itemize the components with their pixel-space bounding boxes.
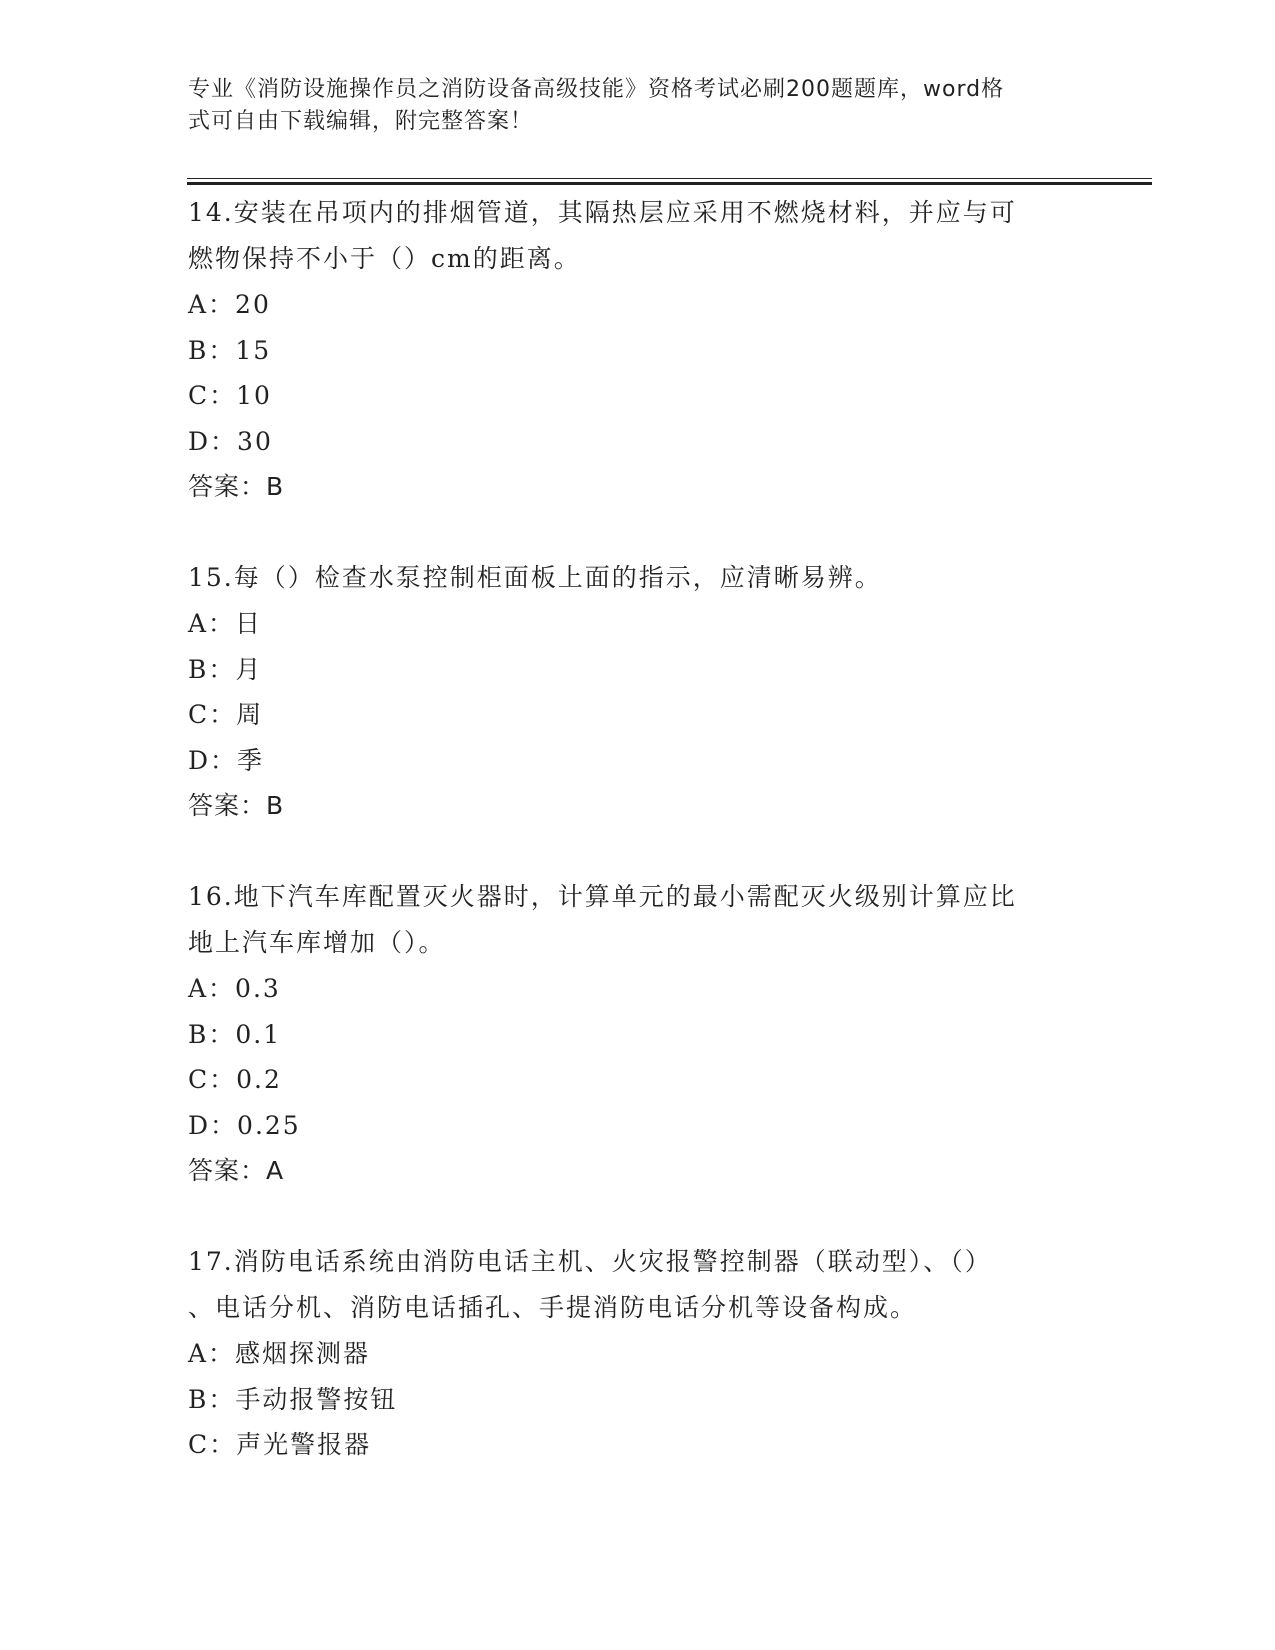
question-stem-line: 15.每（）检查水泵控制柜面板上面的指示，应清晰易辨。: [188, 563, 882, 592]
option-c: C：10: [188, 381, 272, 410]
option-b: B：15: [188, 335, 272, 365]
header-line-1: 专业《消防设施操作员之消防设备高级技能》资格考试必刷200题题库，word格: [188, 77, 1005, 102]
document-header: [188, 74, 1068, 138]
option-c: C：周: [188, 700, 264, 729]
header-divider-thin: [187, 178, 1152, 179]
question-stem-line: 、电话分机、消防电话插孔、手提消防电话分机等设备构成。: [188, 1293, 918, 1322]
option-b: B：手动报警按钮: [188, 1384, 398, 1414]
option-a: A：日: [188, 609, 263, 638]
answer-line: 答案：A: [188, 1156, 285, 1185]
question-spacer: [188, 829, 1088, 874]
question-16: [188, 874, 1088, 1194]
question-stem-line: 16.地下汽车库配置灭火器时，计算单元的最小需配灭火级别计算应比: [188, 882, 1017, 911]
question-15: [188, 555, 1088, 829]
option-c: C：声光警报器: [188, 1430, 372, 1459]
question-spacer: [188, 1194, 1088, 1239]
question-stem-line: 17.消防电话系统由消防电话主机、火灾报警控制器（联动型）、（）: [188, 1247, 992, 1276]
option-c: C：0.2: [188, 1065, 282, 1094]
header-divider-thick: [187, 182, 1152, 185]
header-line-2: 式可自由下载编辑，附完整答案！: [188, 109, 534, 134]
option-b: B：月: [188, 654, 263, 684]
question-list: [188, 190, 1088, 1468]
question-17: [188, 1239, 1088, 1468]
option-a: A：感烟探测器: [188, 1339, 371, 1368]
question-stem-line: 14.安装在吊项内的排烟管道，其隔热层应采用不燃烧材料，并应与可: [188, 198, 1017, 227]
question-14: [188, 190, 1088, 510]
option-d: D：30: [188, 426, 273, 456]
option-b: B：0.1: [188, 1019, 282, 1049]
option-d: D：0.25: [188, 1110, 301, 1140]
question-stem-line: 地上汽车库增加（）。: [188, 928, 446, 957]
option-a: A：20: [188, 290, 271, 319]
option-a: A：0.3: [188, 974, 281, 1003]
question-spacer: [188, 510, 1088, 555]
answer-line: 答案：B: [188, 791, 285, 820]
question-stem-line: 燃物保持不小于（）cm的距离。: [188, 244, 581, 273]
answer-line: 答案：B: [188, 472, 285, 501]
option-d: D：季: [188, 745, 265, 775]
